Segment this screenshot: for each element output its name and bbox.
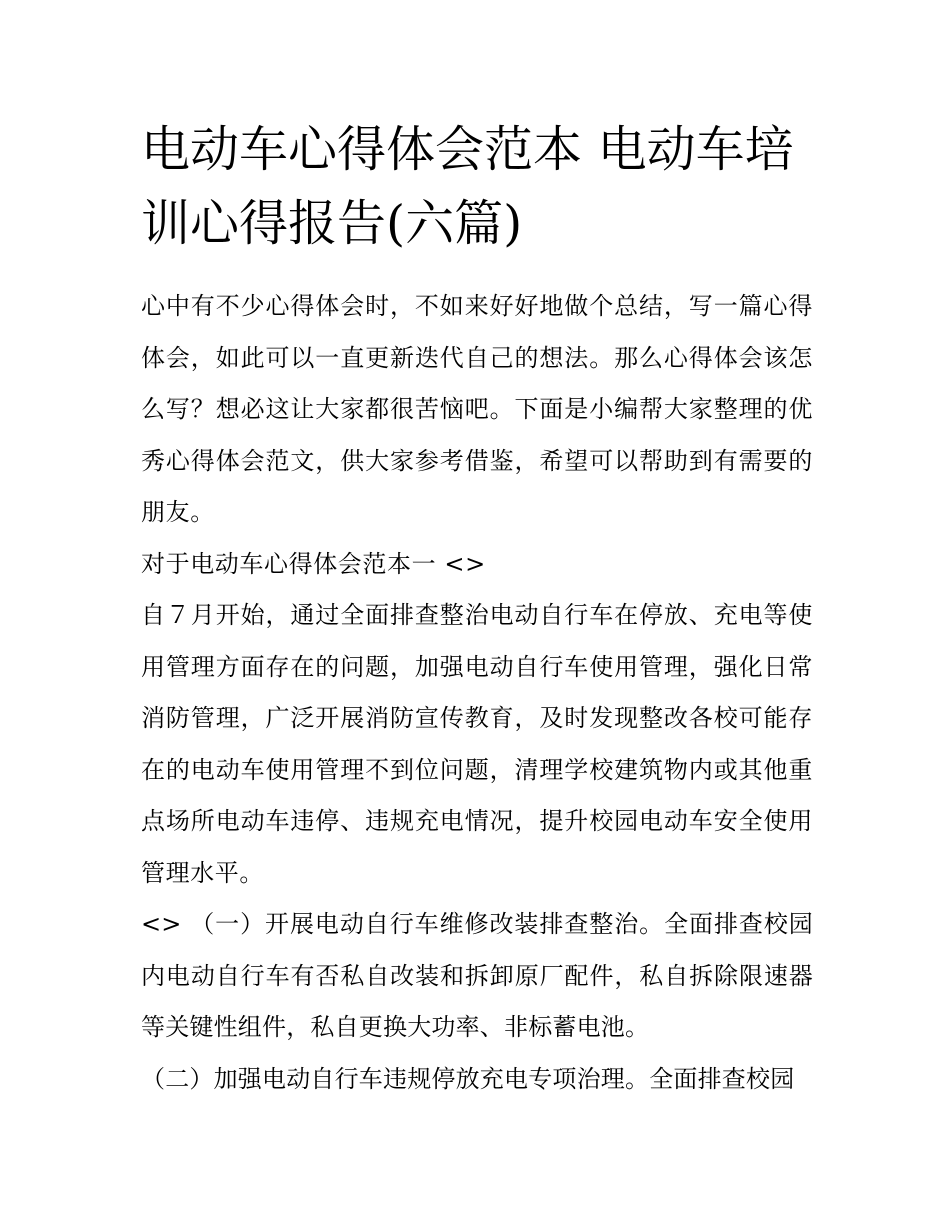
intro-paragraph: 心中有不少心得体会时，不如来好好地做个总结，写一篇心得体会，如此可以一直更新迭代自己的想法。那么心得体会该怎么写？想必这让大家都很苦恼吧。下面是小编帮大家整理的优秀心得体会范文，供大家参考借鉴，希望可以帮助到有需要的朋友。 [141,292,813,526]
document-page [141,113,813,1105]
body-paragraph: <> （一）开展电动自行车维修改装排查整治。全面排查校园内电动自行车有否私自改装和拆卸原厂配件，私自拆除限速器等关键性组件，私自更换大功率、非标蓄电池。 [141,910,813,1041]
section-heading: 对于电动车心得体会范本一 <> [141,549,486,578]
document-title: 电动车心得体会范本 电动车培训心得报告(六篇) [141,121,794,252]
body-paragraph: （二）加强电动自行车违规停放充电专项治理。全面排查校园 [141,1064,795,1093]
body-paragraph: 自７月开始，通过全面排查整治电动自行车在停放、充电等使用管理方面存在的问题，加强电动自行车使用管理，强化日常消防管理，广泛开展消防宣传教育，及时发现整改各校可能存在的电动车使用管理不到位问题，清理学校建筑物内或其他重点场所电动车违停、违规充电情况，提升校园电动车安全使用管理水平。 [141,601,813,887]
